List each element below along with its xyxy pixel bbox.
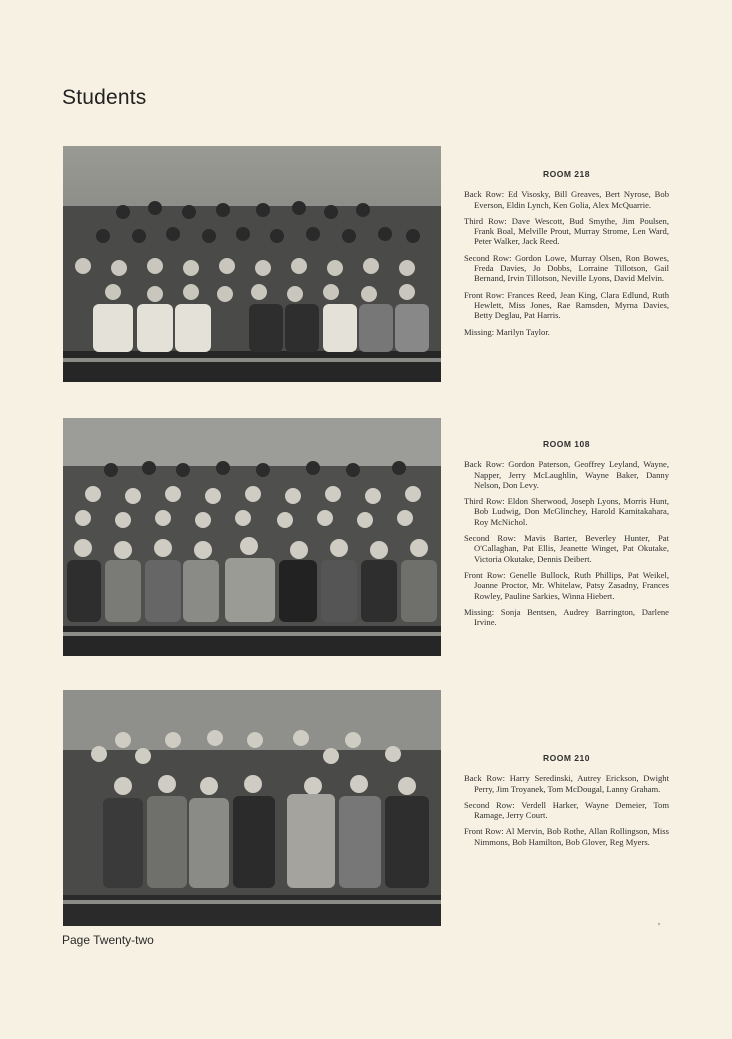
room-title: ROOM 218 [543,169,590,179]
caption-row: Missing: Marilyn Taylor. [464,326,550,337]
class-photo-room-218 [63,146,441,382]
caption-row: Back Row: Ed Visosky, Bill Greaves, Bert Nyrose, Bob Everson, Eldin Lynch, Ken Golia, Alex McQuarrie. [464,189,669,210]
photo-room-108-image [63,418,441,656]
photo-room-218-image [63,146,441,382]
caption-row: Second Row: Mavis Barter, Beverley Hunter, Pat O'Callaghan, Pat Ellis, Jeanette Winget, Pat Okutake, Victoria Okutake, Dennis Deibert. [464,533,669,564]
room-title: ROOM 108 [543,439,590,449]
caption-row: Third Row: Eldon Sherwood, Joseph Lyons, Morris Hunt, Bob Ludwig, Don McGlinchey, Harold Kamitakahara, Roy McNichol. [464,496,669,527]
caption-row: Missing: Sonja Bentsen, Audrey Barrington, Darlene Irvine. [464,606,669,628]
room-title: ROOM 210 [543,753,590,763]
caption-row: Front Row: Genelle Bullock, Ruth Phillips, Pat Weikel, Joanne Proctor, Mr. Whitelaw, Patsy Zasadny, Frances Rowley, Pauline Sarkies, Winna Hiebert. [464,569,669,601]
caption-row: Second Row: Verdell Harker, Wayne Demeier, Tom Ramage, Jerry Court. [464,799,669,821]
ink-mark: ʼ [658,922,660,932]
class-photo-room-210 [63,690,441,926]
page-number: Page Twenty-two [62,933,154,947]
caption-row: Second Row: Gordon Lowe, Murray Olsen, Ron Bowes, Freda Davies, Jo Dobbs, Lorraine Tillotson, Gail Bernand, Irvin Tillotson, Neville Lyons, David Melvin. [464,252,669,284]
caption-room-218 [464,169,669,343]
caption-row: Back Row: Gordon Paterson, Geoffrey Leyland, Wayne, Napper, Jerry McLaughlin, Wayne Baker, Danny Nelson, Don Levy. [464,459,669,490]
caption-row: Back Row: Harry Seredinski, Autrey Erickson, Dwight Perry, Jim Troyanek, Tom McDougal, Lanny Graham. [464,773,669,794]
caption-room-210 [464,753,669,853]
caption-row: Front Row: Al Mervin, Bob Rothe, Allan Rollingson, Miss Nimmons, Bob Hamilton, Bob Glover, Reg Myers. [464,826,669,847]
page-title: Students [62,86,147,109]
caption-room-108 [464,439,669,633]
caption-row: Third Row: Dave Wescott, Bud Smythe, Jim Poulsen, Frank Boal, Melville Prout, Murray Strome, Len Ward, Peter Walker, Jack Reed. [464,215,669,247]
photo-room-210-image [63,690,441,926]
class-photo-room-108 [63,418,441,656]
caption-row: Front Row: Frances Reed, Jean King, Clara Edlund, Ruth Hewlett, Miss Jones, Rae Ramsden, Myrna Davies, Betty Deglau, Pat Harris. [464,289,669,321]
